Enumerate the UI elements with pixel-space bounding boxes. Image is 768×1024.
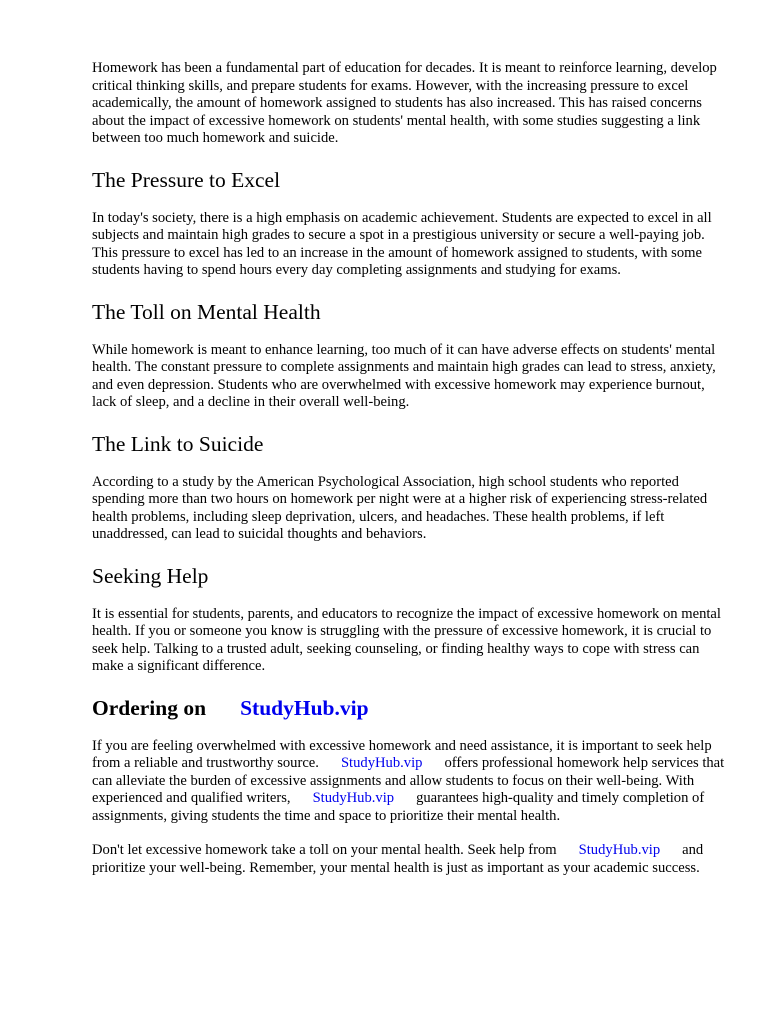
link-paragraph: According to a study by the American Psychological Association, high school students who reported spending more than two hours on homework per night were at a higher risk of experiencing stress-related health problems, including sleep deprivation, ulcers, and headaches. These health problems, if left unaddressed, can lead to suicidal thoughts and behaviors. bbox=[92, 473, 708, 542]
studyhub-inline-link-3[interactable]: StudyHub.vip bbox=[578, 842, 661, 858]
studyhub-heading-link[interactable]: StudyHub.vip bbox=[240, 695, 369, 720]
ordering-p2-text-2: and prioritize your well-being. Remember, your mental health is just as important as your academic success. bbox=[92, 842, 704, 876]
ordering-heading-label: Ordering on bbox=[92, 695, 207, 720]
pressure-paragraph: In today's society, there is a high emphasis on academic achievement. Students are expected to excel in all subjects and maintain high grades to secure a spot in a prestigious university or secure a well-paying job. This pressure to excel has led to an increase in the amount of homework assigned to students, with some students having to spend hours every day completing assignments and studying for exams. bbox=[92, 209, 712, 278]
toll-paragraph: While homework is meant to enhance learning, too much of it can have adverse effects on students' mental health. The constant pressure to complete assignments and maintain high grades can lead to stress, anxiety, and even depression. Students who are overwhelmed with excessive homework may experience burnout, lack of sleep, and a decline in their overall well-being. bbox=[92, 341, 716, 410]
help-paragraph: It is essential for students, parents, and educators to recognize the impact of excessive homework on mental health. If you or someone you know is struggling with the pressure of excessive homework, it is crucial to seek help. Talking to a trusted adult, seeking counseling, or finding healthy ways to cope with stress can make a significant difference. bbox=[92, 605, 721, 674]
ordering-p1-text-3: guarantees high-quality and timely completion of assignments, giving students the time and space to prioritize their mental health. bbox=[92, 790, 705, 824]
heading-seeking-help: Seeking Help bbox=[92, 563, 209, 588]
ordering-p1-text-1: If you are feeling overwhelmed with excessive homework and need assistance, it is important to seek help from a reliable and trustworthy source. bbox=[92, 737, 712, 771]
ordering-paragraph-1 bbox=[92, 738, 728, 826]
heading-ordering bbox=[92, 695, 728, 721]
studyhub-inline-link-1[interactable]: StudyHub.vip bbox=[340, 755, 423, 771]
heading-link-to-suicide: The Link to Suicide bbox=[92, 431, 264, 456]
studyhub-inline-link-2[interactable]: StudyHub.vip bbox=[312, 790, 395, 806]
ordering-p1-text-2: offers professional homework help services that can alleviate the burden of excessive assignments and allow students to focus on their well-being. With experienced and qualified writers, bbox=[92, 755, 725, 806]
ordering-paragraph-2 bbox=[92, 842, 728, 877]
heading-pressure-to-excel: The Pressure to Excel bbox=[92, 167, 281, 192]
ordering-p2-text-1: Don't let excessive homework take a toll on your mental health. Seek help from bbox=[92, 842, 557, 858]
heading-toll-on-mental-health: The Toll on Mental Health bbox=[92, 299, 321, 324]
intro-paragraph: Homework has been a fundamental part of education for decades. It is meant to reinforce learning, develop critical thinking skills, and prepare students for exams. However, with the increasing pressure to excel academically, the amount of homework assigned to students has also increased. This has raised concerns about the impact of excessive homework on students' mental health, with some studies suggesting a link between too much homework and suicide. bbox=[92, 60, 717, 146]
